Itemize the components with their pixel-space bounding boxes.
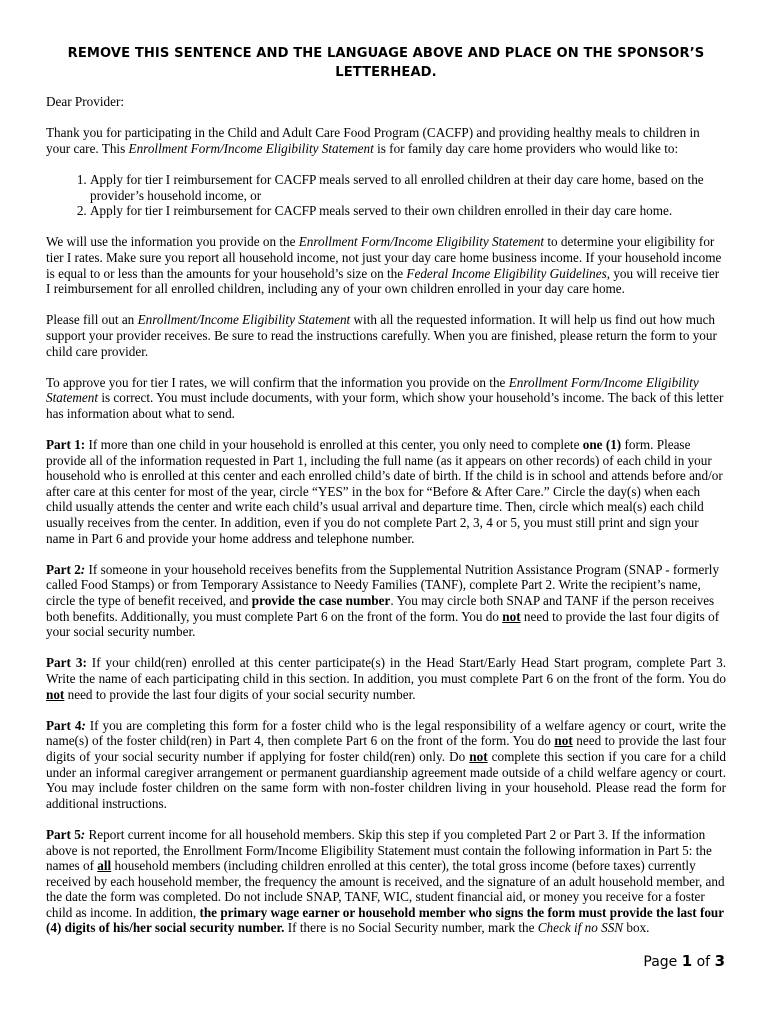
part4-colon: : — [81, 717, 86, 733]
approve-paragraph — [46, 375, 726, 422]
part2-label: Part 2 — [46, 561, 81, 577]
form-name-italic: Enrollment Form/Income Eligibility Statement — [128, 140, 374, 156]
form-name-italic: Enrollment Form/Income Eligibility Statement — [298, 234, 545, 250]
part5-paragraph — [46, 827, 726, 936]
current-page: 1 — [681, 952, 693, 970]
guidelines-name-italic: Federal Income Eligibility Guidelines — [406, 265, 607, 281]
part3-not: not — [46, 686, 65, 702]
part3-text: need to provide the last four digits of your social security number. — [64, 686, 416, 702]
total-pages: 3 — [714, 952, 725, 970]
part1-label: Part 1: — [46, 437, 86, 453]
page-word: Page — [643, 954, 682, 970]
part4-paragraph — [46, 718, 726, 812]
part5-all: all — [97, 858, 112, 874]
form-name-italic: Enrollment/Income Eligibility Statement — [137, 312, 351, 328]
part2-text: . You may circle both SNAP and TANF if the person receives both benefits. Additionally, you must complete Part 6 on the front of the form. You do — [46, 593, 715, 624]
page-title: REMOVE THIS SENTENCE AND THE LANGUAGE ABOVE AND PLACE ON THE SPONSOR’S LETTERHEAD. — [67, 46, 705, 80]
of-word: of — [692, 954, 715, 970]
form-name-italic: Enrollment Form/Income Eligibility Statement — [46, 374, 699, 406]
intro-paragraph — [46, 125, 726, 156]
part2-not: not — [502, 608, 521, 624]
list-item: 2. Apply for tier I reimbursement for CACFP meals served to their own children enrolled in their day care home. — [90, 203, 726, 219]
use-text: to determine your eligibility for tier I rates. Make sure you report all household income, not just your day care home business income. If your household income is equal to or less than the amounts for your household’s size on the — [46, 234, 722, 281]
purpose-list — [46, 172, 726, 219]
part5-colon: : — [80, 826, 86, 842]
part4-text: need to provide the last four digits of your social security number if applying for foster child(ren) only. Do — [46, 733, 726, 764]
part3-label: Part 3: — [46, 655, 87, 671]
part5-label: Part 5 — [46, 826, 81, 842]
part2-text: need to provide the last four digits of your social security number. — [46, 608, 720, 640]
fill-text: Please fill out an — [46, 312, 138, 328]
list-item: 1. Apply for tier I reimbursement for CACFP meals served to all enrolled children at their day care home, based on the provider’s household income, or — [90, 172, 726, 203]
salutation: Dear Provider: — [46, 94, 124, 109]
use-paragraph — [46, 234, 726, 296]
part4-label: Part 4 — [46, 717, 82, 733]
part5-bold: the primary wage earner or household member who signs the form must provide the last four (4) digits of his/her social security number. — [46, 904, 724, 936]
part1-bold: one (1) — [582, 437, 622, 453]
intro-text-end: is for family day care home providers who would like to: — [373, 140, 679, 156]
part5-text: household members (including children enrolled at this center), the total gross income (before taxes) currently received by each household member, the frequency the amount is received, and the signature of an adult household member, and the date the form was completed. Do not include SNAP, TANF, WIC, student financial aid, or money you receive for a foster child as income. In addition, — [46, 858, 725, 920]
part2-text: If someone in your household receives benefits from the Supplemental Nutrition Assistance Program (SNAP - formerly called Food Stamps) or from Temporary Assistance to Needy Families (TANF), complete Part 2. Write the recipient’s name, circle the type of benefit received, and — [46, 561, 720, 608]
part4-not: not — [554, 733, 573, 749]
part3-paragraph — [46, 655, 726, 702]
page-number — [643, 952, 725, 970]
part4-text: complete this section if you care for a child under an informal caregiver arrangement or permanent guardianship agreement made outside of a child welfare agency or court. You may include foster children on the same form with non-foster children living in your household. Please read the form for additional instructions. — [46, 748, 726, 811]
fill-paragraph — [46, 312, 726, 359]
approve-text: To approve you for tier I rates, we will confirm that the information you provide on the — [46, 374, 509, 390]
part2-bold: provide the case number — [251, 593, 391, 608]
part2-colon: : — [80, 561, 86, 577]
part5-text: If there is no Social Security number, mark the — [284, 920, 538, 936]
use-text: We will use the information you provide on the — [46, 234, 299, 250]
part4-text: If you are completing this form for a foster child who is the legal responsibility of a welfare agency or court, write the name(s) of the foster child(ren) in Part 4, then complete Part 6 on the front of the form. You do — [46, 717, 726, 749]
approve-text: is correct. You must include documents, with your form, which show your household’s income. The back of this letter has information about what to send. — [46, 390, 724, 421]
part1-text: If more than one child in your household is enrolled at this center, you only need to complete — [85, 437, 583, 453]
letter-page — [46, 44, 726, 952]
part5-text: Report current income for all household members. Skip this step if you completed Part 2 or Part 3. If the information above is not reported, the Enrollment Form/Income Eligibility Statement must contain the following information in Part 5: the names of — [46, 826, 712, 874]
part5-text: box. — [623, 920, 650, 936]
intro-text: Thank you for participating in the Child and Adult Care Food Program (CACFP) and providing healthy meals to children in your care. This — [46, 125, 700, 156]
use-text: , you will receive tier I reimbursement for all enrolled children, including any of your own children enrolled in your day care home. — [46, 265, 720, 297]
part4-not: not — [469, 748, 488, 764]
part2-paragraph — [46, 562, 726, 640]
fill-text: with all the requested information. It will help us find out how much support your provider receives. Be sure to read the instructions carefully. When you are finished, please return the form to your child care provider. — [46, 312, 717, 359]
part3-text: If your child(ren) enrolled at this center participate(s) in the Head Start/Early Head Start program, complete Part 3. Write the name of each participating child in this section. In addition, you must complete Part 6 on the front of the form. You do — [46, 655, 726, 686]
part5-italic: Check if no SSN — [537, 920, 624, 936]
part1-paragraph — [46, 437, 726, 546]
part1-text: form. Please provide all of the information requested in Part 1, including the full name (as it appears on other records) of each child in your household who is enrolled at this center and each enrolled child’s date of birth. If the child is in school and attends before and/or after care at this center for most of the year, circle “YES” in the box for “Before & After Care.” Circle the day(s) when each child usually attends the center and write each child’s usual arrival and departure time. Then, circle which meal(s) each child usually receives from the center. In addition, even if you do not complete Part 2, 3, 4 or 5, you must still print and sign your name in Part 6 and provide your home address and telephone number. — [46, 437, 723, 546]
